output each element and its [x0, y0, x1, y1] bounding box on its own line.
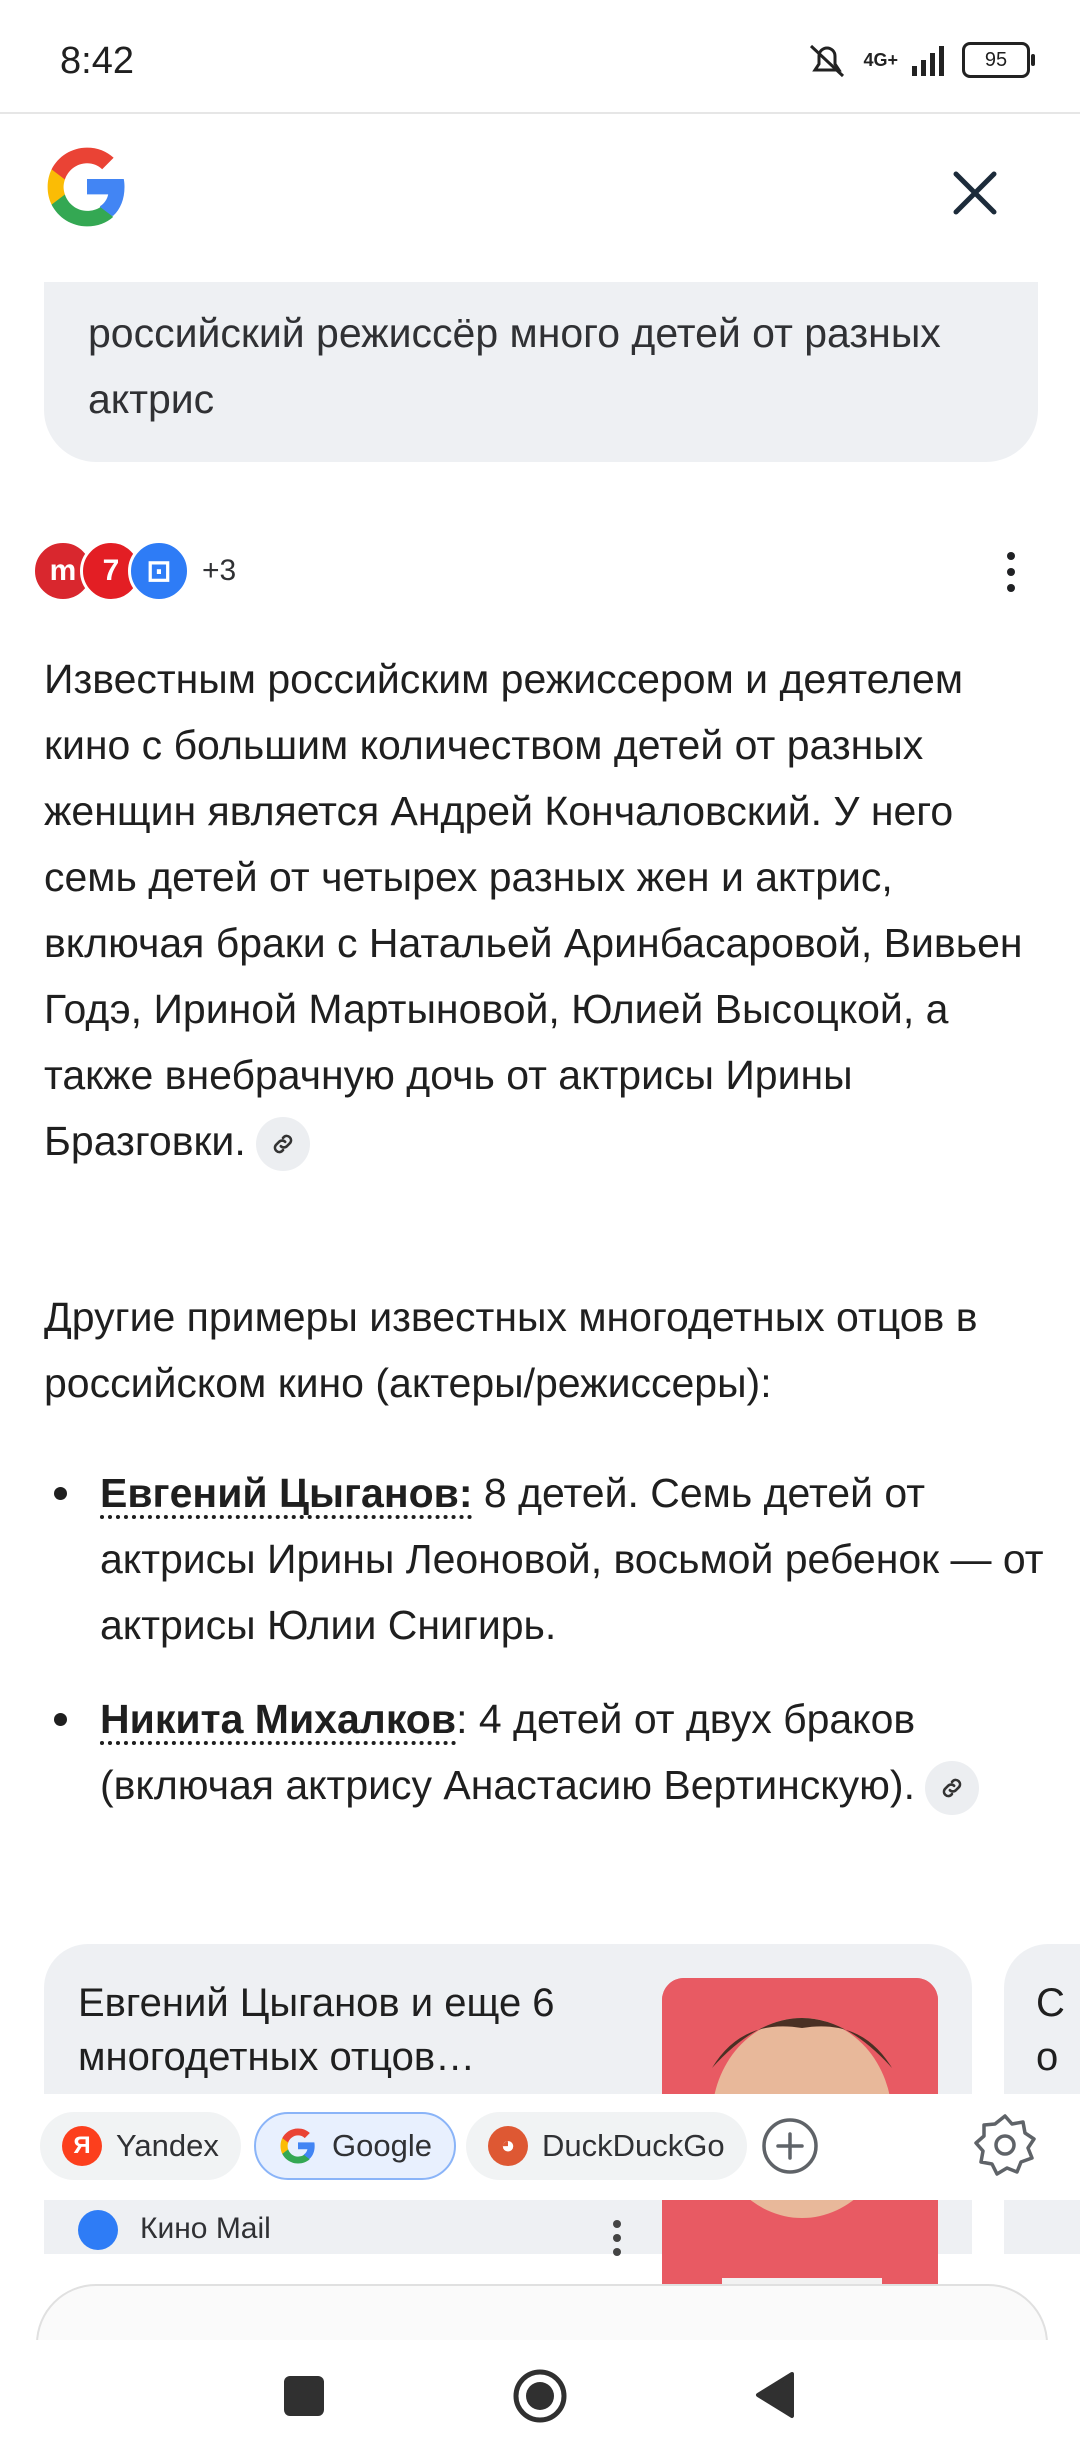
link-icon[interactable] — [256, 1117, 310, 1171]
google-icon — [278, 2126, 318, 2166]
list-item — [44, 1460, 1044, 1658]
mute-icon — [805, 40, 849, 80]
bullet-name-link[interactable]: Евгений Цыганов: — [100, 1470, 473, 1516]
bullet-name-link[interactable]: Никита Михалков — [100, 1696, 457, 1742]
signal-icon — [912, 44, 948, 76]
card-source-name: Кино Mail — [140, 2212, 271, 2245]
engine-label: Yandex — [116, 2128, 219, 2163]
home-button[interactable] — [512, 2368, 568, 2424]
status-icons — [805, 40, 1030, 80]
answer-text-1: Известным российским режиссером и деятелем кино с большим количеством детей от разных женщин является Андрей Кончаловский. У него семь детей от четырех разных жен и актрис, включая браки с Натальей Аринбасаровой, Вивьен Годэ, Ириной Мартыновой, Юлией Высоцкой, а также внебрачную дочь от актрисы Ирины Бразговки. — [44, 656, 1023, 1164]
card-title: Евгений Цыганов и еще 6 многодетных отцов… — [78, 1981, 555, 2079]
card-2-title: Со — [1036, 1981, 1065, 2079]
card-source-row — [44, 2200, 654, 2252]
card-more-icon[interactable] — [612, 2218, 622, 2258]
recents-button[interactable] — [284, 2376, 324, 2416]
list-item — [44, 1686, 1044, 1818]
settings-icon[interactable] — [970, 2110, 1040, 2180]
source-icons[interactable] — [32, 540, 236, 602]
duckduckgo-icon: ◕ — [488, 2126, 528, 2166]
answer-paragraph-2: Другие примеры известных многодетных отцов в российском кино (актеры/режиссеры): — [44, 1294, 978, 1406]
engine-label: DuckDuckGo — [542, 2128, 725, 2163]
network-type: 4G+ — [863, 49, 898, 70]
yandex-icon: Я — [62, 2126, 102, 2166]
answer-bullet-list — [44, 1460, 1044, 1846]
bullet-text: : 4 детей от двух браков (включая актрису Анастасию Вертинскую). — [100, 1696, 916, 1808]
back-button[interactable] — [752, 2370, 796, 2420]
status-time: 8:42 — [60, 40, 134, 82]
kino-mail-icon — [78, 2210, 118, 2250]
engine-label: Google — [332, 2128, 432, 2163]
google-logo-icon — [42, 142, 132, 232]
link-icon[interactable] — [925, 1761, 979, 1815]
query-text: российский режиссёр много детей от разных актрис — [88, 310, 941, 422]
engine-chip-google[interactable] — [254, 2112, 456, 2180]
bullet-text: 8 детей. Семь детей от актрисы Ирины Леоновой, восьмой ребенок — от актрисы Юлии Снигирь. — [100, 1470, 1044, 1648]
close-icon[interactable] — [940, 158, 1010, 228]
engine-chip-duckduckgo[interactable] — [466, 2112, 747, 2180]
more-options-icon[interactable] — [996, 548, 1026, 596]
source-logo-icon: m — [32, 540, 94, 602]
engine-chip-yandex[interactable] — [40, 2112, 241, 2180]
source-7days-icon: 7 — [80, 540, 142, 602]
battery-icon: 95 — [962, 42, 1030, 78]
source-kino-icon: ⊡ — [128, 540, 190, 602]
sources-more-count: +3 — [202, 554, 237, 587]
answer-paragraph-1 — [44, 646, 1044, 1174]
add-engine-icon[interactable] — [758, 2114, 822, 2178]
